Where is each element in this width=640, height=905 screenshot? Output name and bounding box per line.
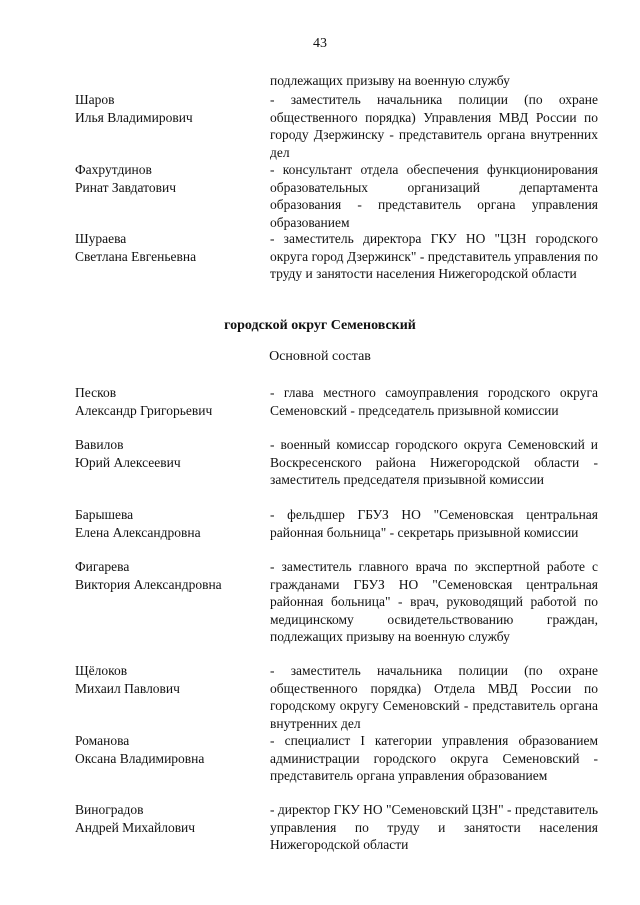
member-name (75, 384, 265, 419)
member-name (75, 558, 265, 593)
section-subheading: Основной состав (269, 349, 371, 364)
member-surname: Романова (75, 733, 130, 748)
member-surname: Вавилов (75, 437, 124, 452)
continuation-text: подлежащих призыву на военную службу (270, 73, 510, 88)
member-role: - заместитель начальника полиции (по охране общественного порядка) Отдела МВД России по городскому округу Семеновский - представитель органа внутренних дел (270, 663, 598, 731)
member-given-name: Александр Григорьевич (75, 402, 213, 418)
member-given-name: Елена Александровна (75, 524, 201, 540)
member-role: - заместитель директора ГКУ НО "ЦЗН городского округа город Дзержинск" - представитель управления по труду и занятости населения Нижегородской области (270, 231, 598, 281)
member-name (75, 662, 265, 697)
member-name (75, 506, 265, 541)
member-surname: Песков (75, 385, 117, 400)
member-role: - заместитель главного врача по экспертной работе с гражданами ГБУЗ НО "Семеновская центральная районная больница" - врач, руководящий работой по медицинскому освидетельствованию граждан, подлежащих призыву на военную службу (270, 559, 598, 644)
section-heading: городской округ Семеновский (224, 318, 416, 333)
member-role: - консультант отдела обеспечения функционирования образовательных организаций департамента образования - представитель органа управления образованием (270, 162, 598, 230)
member-surname: Виноградов (75, 802, 144, 817)
member-name (75, 161, 265, 196)
member-name (75, 436, 265, 471)
member-given-name: Светлана Евгеньевна (75, 248, 197, 264)
member-surname: Барышева (75, 507, 134, 522)
member-role: - директор ГКУ НО "Семеновский ЦЗН" - представитель управления по труду и занятости населения Нижегородской области (270, 802, 598, 852)
member-given-name: Виктория Александровна (75, 576, 222, 592)
member-given-name: Илья Владимирович (75, 109, 193, 125)
member-given-name: Андрей Михайлович (75, 819, 196, 835)
member-surname: Фахрутдинов (75, 162, 152, 177)
member-name (75, 91, 265, 126)
member-role: - специалист I категории управления образованием администрации городского округа Семеновский - представитель органа управления образованием (270, 733, 598, 783)
member-surname: Шураева (75, 231, 127, 246)
member-name (75, 801, 265, 836)
member-surname: Фигарева (75, 559, 130, 574)
page-number: 43 (313, 36, 327, 51)
member-role: - военный комиссар городского округа Семеновский и Воскресенского района Нижегородской области - заместитель председателя призывной комиссии (270, 437, 598, 487)
member-given-name: Оксана Владимировна (75, 750, 205, 766)
member-role: - глава местного самоуправления городского округа Семеновский - председатель призывной комиссии (270, 385, 598, 418)
member-given-name: Ринат Завдатович (75, 179, 177, 195)
member-surname: Щёлоков (75, 663, 128, 678)
member-name (75, 732, 265, 767)
member-role: - заместитель начальника полиции (по охране общественного порядка) Управления МВД России по городу Дзержинску - представитель органа внутренних дел (270, 92, 598, 160)
member-given-name: Юрий Алексеевич (75, 454, 181, 470)
member-given-name: Михаил Павлович (75, 680, 180, 696)
member-name (75, 230, 265, 265)
member-surname: Шаров (75, 92, 115, 107)
member-role: - фельдшер ГБУЗ НО "Семеновская центральная районная больница" - секретарь призывной комиссии (270, 507, 598, 540)
